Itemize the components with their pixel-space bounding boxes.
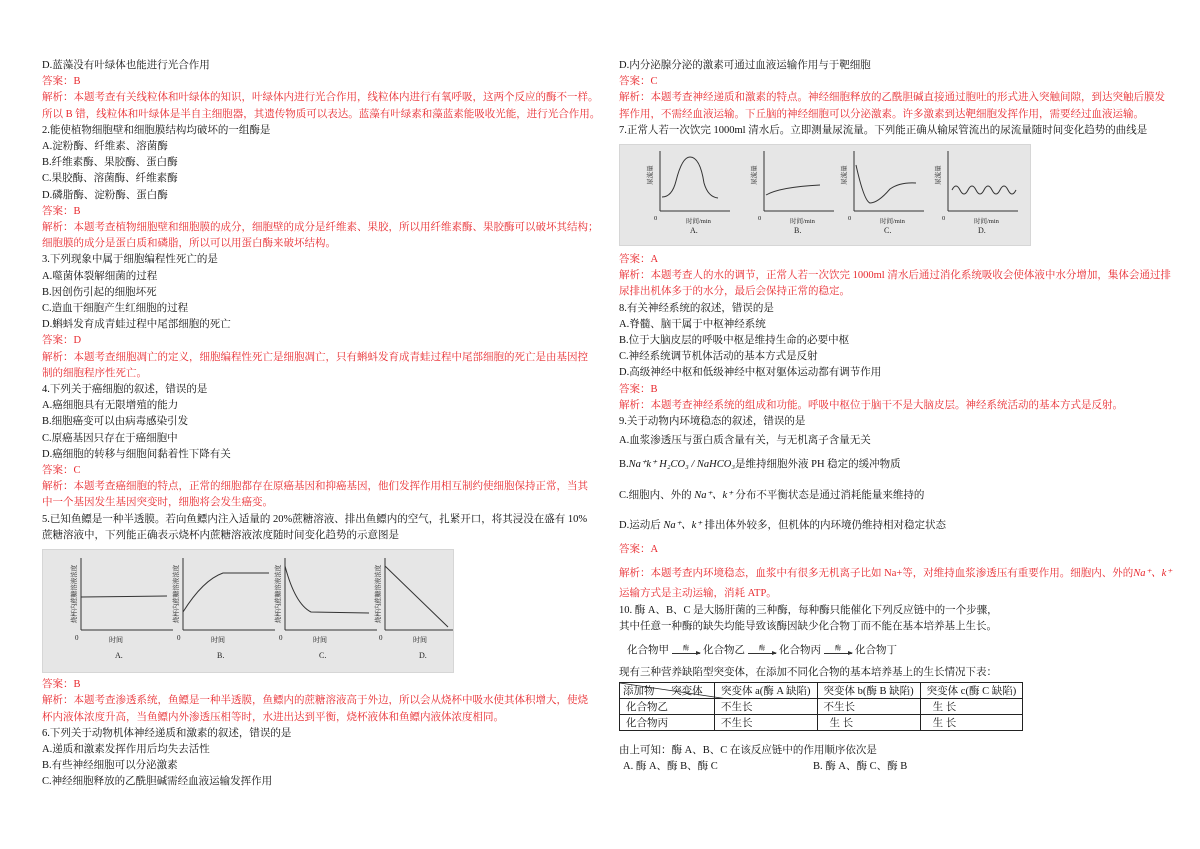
q7-figure xyxy=(619,144,1031,246)
q4-option-a: A.癌细胞具有无限增殖的能力 xyxy=(42,400,179,412)
q9-explanation-tail: 运输方式是主动运输，消耗 ATP。 xyxy=(619,588,777,600)
enzyme-arrow-icon: 酶 xyxy=(823,646,853,654)
enzyme-arrow-icon: 酶 xyxy=(747,646,777,654)
x-axis-label: 时间 xyxy=(413,636,427,645)
table-corner-label-b: 突变体 xyxy=(671,686,703,698)
table-header-row xyxy=(620,683,1023,699)
q4-explanation-line: 解析：本题考查癌细胞的特点，正常的细胞都存在原癌基因和抑癌基因，他们发挥作用相互制约使细胞保持正常，当其 xyxy=(42,481,588,493)
x-axis-label: 时间 xyxy=(109,636,123,645)
y-axis-label: 尿流量 xyxy=(841,165,848,185)
trend-curve xyxy=(766,185,820,195)
q9-stem: 9.关于动物内环境稳态的叙述，错误的是 xyxy=(619,416,806,428)
q5-stem-line: 5.已知鱼鳔是一种半透膜。若向鱼鳔内注入适量的 20%蔗糖溶液、排出鱼鳔内的空气，扎紧开口，将其浸没在盛有 10% xyxy=(42,513,588,525)
origin-label: 0 xyxy=(75,634,79,643)
q1-explanation-line: 所以 B 错，线粒体和叶绿体是半自主细胞器，其遗传物质可以表达。蓝藻有叶绿素和藻蓝素能吸收光能，进行光合作用。 xyxy=(42,108,601,120)
q7-explanation-line: 尿排出机体多于的水分，最后会保持正常的稳定。 xyxy=(619,286,850,298)
x-axis-label: 时间/min xyxy=(790,218,815,226)
q7-answer: 答案：A xyxy=(619,254,659,266)
q6-stem: 6.下列关于动物机体神经递质和激素的叙述，错误的是 xyxy=(42,727,292,739)
origin-label: 0 xyxy=(654,215,658,223)
q3-stem: 3.下列现象中属于细胞编程性死亡的是 xyxy=(42,254,218,266)
q8-option-c: C.神经系统调节机体活动的基本方式是反射 xyxy=(619,351,818,363)
q3-option-b: B.因创伤引起的细胞坏死 xyxy=(42,286,157,298)
origin-label: 0 xyxy=(177,634,181,643)
q8-option-d: D.高级神经中枢和低级神经中枢对躯体运动都有调节作用 xyxy=(619,367,882,379)
q10-stem-line: 其中任意一种酶的缺失均能导致该酶因缺少化合物丁而不能在基本培养基上生长。 xyxy=(619,620,997,632)
q5-explanation-line: 解析：本题考查渗透系统，鱼鳔是一种半透膜，鱼鳔内的蔗糖溶液高于外边，所以会从烧杯中吸水使其体积增大，使烧 xyxy=(42,695,588,707)
table-row xyxy=(620,699,1023,715)
trend-curve xyxy=(952,186,1016,194)
table-cell: 不生长 xyxy=(817,699,920,715)
origin-label: 0 xyxy=(279,634,283,643)
x-axis-label: 时间 xyxy=(313,636,327,645)
q2-explanation-line: 细胞膜的成分是蛋白质和磷脂，所以可以用蛋白酶来破坏结构。 xyxy=(42,238,336,250)
table-cell: 生 长 xyxy=(920,715,1023,731)
q2-option-d: D.磷脂酶、淀粉酶、蛋白酶 xyxy=(42,189,168,201)
table-corner-cell xyxy=(620,683,715,699)
q9-option-b-text: 是维持细胞外液 PH 稳定的缓冲物质 xyxy=(734,459,901,471)
q9-option-d xyxy=(619,518,1175,534)
right-column xyxy=(619,58,1175,776)
q9-option-d-ions: Na⁺、k⁺ xyxy=(663,519,702,531)
q5-figure xyxy=(42,549,454,673)
table-row-label: 化合物丙 xyxy=(620,715,715,731)
q7-figure-svg xyxy=(620,145,1030,245)
q10-option-a: A. 酶 A、酶 B、酶 C xyxy=(623,761,718,773)
q9-explanation xyxy=(619,566,1175,582)
panel-label: D. xyxy=(978,226,986,236)
left-column xyxy=(42,58,604,791)
q5-figure-svg xyxy=(43,550,453,672)
y-axis-label: 尿流量 xyxy=(935,165,942,185)
q5-explanation-line: 杯内液体浓度升高，当鱼鳔内外渗透压相等时，水进出达到平衡，烧杯液体和鱼鳔内液体浓度相同。 xyxy=(42,711,504,723)
q4-explanation-line: 中一个基因发生基因突变时，细胞将会发生癌变。 xyxy=(42,497,273,509)
x-axis-label: 时间/min xyxy=(974,218,999,226)
y-axis-label: 尿流量 xyxy=(647,165,654,185)
q10-options xyxy=(619,759,1175,775)
panel-label: A. xyxy=(115,651,123,661)
q10-stem-line: 10. 酶 A、B、C 是大肠肝菌的三种酶，每种酶只能催化下列反应链中的一个步骤， xyxy=(619,604,998,616)
trend-curve xyxy=(183,573,269,612)
q4-option-c: C.原癌基因只存在于癌细胞中 xyxy=(42,432,178,444)
table-header-cell: 突变体 a(酶 A 缺陷) xyxy=(715,683,818,699)
q8-explanation: 解析：本题考查神经系统的组成和功能。呼吸中枢位于脑干不是大脑皮层。神经系统活动的基本方式是反射。 xyxy=(619,399,1123,411)
table-header-cell: 突变体 c(酶 C 缺陷) xyxy=(920,683,1023,699)
y-axis-label: 烧杯内蔗糖溶液浓度 xyxy=(173,564,180,624)
table-cell: 不生长 xyxy=(715,699,818,715)
q10-option-b: B. 酶 A、酶 C、酶 B xyxy=(813,761,908,773)
q2-answer: 答案：B xyxy=(42,205,81,217)
table-intro: 现有三种营养缺陷型突变体，在添加不同化合物的基本培养基上的生长情况下表： xyxy=(619,667,997,679)
q9-option-b xyxy=(619,457,1175,473)
q7-stem: 7.正常人若一次饮完 1000ml 清水后。立即测量尿流量。下列能正确从输尿管流出的尿流量随时间变化趋势的曲线是 xyxy=(619,124,1148,136)
x-axis-label: 时间 xyxy=(211,636,225,645)
q9-option-c-ions: Na⁺、k⁺ xyxy=(694,489,733,501)
panel-label: B. xyxy=(794,226,802,236)
trend-curve xyxy=(285,566,369,613)
y-axis-label: 烧杯内蔗糖溶液浓度 xyxy=(71,564,78,624)
y-axis-label: 烧杯内蔗糖溶液浓度 xyxy=(375,564,382,624)
q8-answer: 答案：B xyxy=(619,383,658,395)
origin-label: 0 xyxy=(379,634,383,643)
trend-curve xyxy=(856,165,916,203)
panel-label: C. xyxy=(319,651,327,661)
q2-option-c: C.果胶酶、溶菌酶、纤维素酶 xyxy=(42,173,178,185)
q1-option-d: D.蓝藻没有叶绿体也能进行光合作用 xyxy=(42,60,210,71)
q3-option-c: C.造血干细胞产生红细胞的过程 xyxy=(42,303,189,315)
q9-option-c xyxy=(619,488,1175,504)
x-axis-label: 时间/min xyxy=(880,218,905,226)
x-axis-label: 时间/min xyxy=(686,218,711,226)
q9-option-d-prefix: D.运动后 xyxy=(619,519,661,531)
origin-label: 0 xyxy=(942,215,946,223)
q4-stem: 4.下列关于癌细胞的叙述，错误的是 xyxy=(42,384,208,396)
panel-label: C. xyxy=(884,226,892,236)
q8-stem: 8.有关神经系统的叙述，错误的是 xyxy=(619,302,774,314)
q9-option-d-text: 排出体外较多，但机体的内环境仍维持相对稳定状态 xyxy=(704,519,946,531)
y-axis-label: 尿流量 xyxy=(751,165,758,185)
q7-explanation-line: 解析：本题考查人的水的调节，正常人若一次饮完 1000ml 清水后通过消化系统吸收会使体液中水分增加，集体会通过排 xyxy=(619,270,1171,282)
trend-curve xyxy=(662,157,718,198)
q2-explanation-line: 解析：本题考查植物细胞壁和细胞膜的成分，细胞壁的成分是纤维素、果胶，所以用纤维素酶、果胶酶可以破坏其结构； xyxy=(42,222,599,234)
trend-curve xyxy=(385,566,448,627)
origin-label: 0 xyxy=(758,215,762,223)
q6-answer: 答案：C xyxy=(619,76,658,88)
q9-explanation-main: 解析：本题考查内环境稳态，血浆中有很多无机离子比如 Na+等，对维持血浆渗透压有重要作用。细胞内、外的 xyxy=(619,568,1134,580)
q2-option-b: B.纤维素酶、果胶酶、蛋白酶 xyxy=(42,157,178,169)
table-corner-label-a: 添加物 xyxy=(623,686,655,698)
q4-answer: 答案：C xyxy=(42,465,81,477)
panel-label: D. xyxy=(419,651,427,661)
q6-explanation-line: 挥作用，不需经血液运输。下丘脑的神经细胞可以分泌激素。许多激素到达靶细胞发挥作用，需要经过血液运输。 xyxy=(619,108,1144,120)
q6-option-d: D.内分泌腺分泌的激素可通过血液运输作用与于靶细胞 xyxy=(619,60,871,71)
table-row xyxy=(620,715,1023,731)
trend-curve xyxy=(81,596,167,597)
reaction-chain xyxy=(627,642,1175,657)
compound-ding: 化合物丁 xyxy=(855,645,897,657)
q1-explanation-line: 解析：本题考查有关线粒体和叶绿体的知识，叶绿体内进行光合作用，线粒体内进行有氧呼吸，这两个反应的酶不一样。 xyxy=(42,92,599,104)
q9-option-b-formula: Na⁺k⁺ H₂CO₃ / NaHCO₃ xyxy=(628,459,735,471)
q3-option-d: D.蝌蚪发育成青蛙过程中尾部细胞的死亡 xyxy=(42,319,231,331)
mutant-growth-table xyxy=(619,682,1023,731)
q2-option-a: A.淀粉酶、纤维素、溶菌酶 xyxy=(42,141,168,153)
compound-yi: 化合物乙 xyxy=(703,645,745,657)
q4-option-d: D.癌细胞的转移与细胞间黏着性下降有关 xyxy=(42,448,231,460)
q1-answer: 答案：B xyxy=(42,76,81,88)
origin-label: 0 xyxy=(848,215,852,223)
table-header-cell: 突变体 b(酶 B 缺陷) xyxy=(817,683,920,699)
q9-option-c-prefix: C.细胞内、外的 xyxy=(619,489,692,501)
q9-option-b-prefix: B. xyxy=(619,459,629,471)
q3-explanation-line: 制的细胞程序性死亡。 xyxy=(42,367,147,379)
q9-explanation-ions: Na⁺、k⁺ xyxy=(1133,568,1172,580)
q6-explanation-line: 解析：本题考查神经递质和激素的特点。神经细胞释放的乙酰胆碱直接通过胞吐的形式进入突触间隙，到达突触后膜发 xyxy=(619,92,1165,104)
q9-option-a: A.血浆渗透压与蛋白质含量有关，与无机离子含量无关 xyxy=(619,435,871,447)
q9-option-c-text: 分布不平衡状态是通过消耗能量来维持的 xyxy=(735,489,925,501)
enzyme-arrow-icon: 酶 xyxy=(671,646,701,654)
q5-stem-line: 蔗糖溶液中，下列能正确表示烧杯内蔗糖溶液浓度随时间变化趋势的示意图是 xyxy=(42,529,399,541)
panel-label: B. xyxy=(217,651,225,661)
table-cell: 不生长 xyxy=(715,715,818,731)
q3-option-a: A.噬菌体裂解细菌的过程 xyxy=(42,270,158,282)
q3-answer: 答案：D xyxy=(42,335,82,347)
q9-answer: 答案：A xyxy=(619,544,659,556)
q5-answer: 答案：B xyxy=(42,679,81,691)
compound-bing: 化合物丙 xyxy=(779,645,821,657)
q8-option-a: A.脊髓、脑干属于中枢神经系统 xyxy=(619,318,766,330)
q6-option-c: C.神经细胞释放的乙酰胆碱需经血液运输发挥作用 xyxy=(42,776,273,788)
table-cell: 生 长 xyxy=(817,715,920,731)
y-axis-label: 烧杯内蔗糖溶液浓度 xyxy=(275,564,282,624)
panel-label: A. xyxy=(690,226,698,236)
compound-jia: 化合物甲 xyxy=(627,645,669,657)
q8-option-b: B.位于大脑皮层的呼吸中枢是维持生命的必要中枢 xyxy=(619,335,850,347)
q3-explanation-line: 解析：本题考查细胞凋亡的定义，细胞编程性死亡是细胞凋亡，只有蝌蚪发育成青蛙过程中尾部细胞的死亡是由基因控 xyxy=(42,351,588,363)
q6-option-a: A.递质和激素发挥作用后均失去活性 xyxy=(42,743,210,755)
table-cell: 生 长 xyxy=(920,699,1023,715)
table-row-label: 化合物乙 xyxy=(620,699,715,715)
q6-option-b: B.有些神经细胞可以分泌激素 xyxy=(42,760,178,772)
q2-stem: 2.能使植物细胞壁和细胞膜结构均破坏的一组酶是 xyxy=(42,124,271,136)
q10-conclusion: 由上可知：酶 A、B、C 在该反应链中的作用顺序依次是 xyxy=(619,745,877,757)
q4-option-b: B.细胞癌变可以由病毒感染引发 xyxy=(42,416,189,428)
